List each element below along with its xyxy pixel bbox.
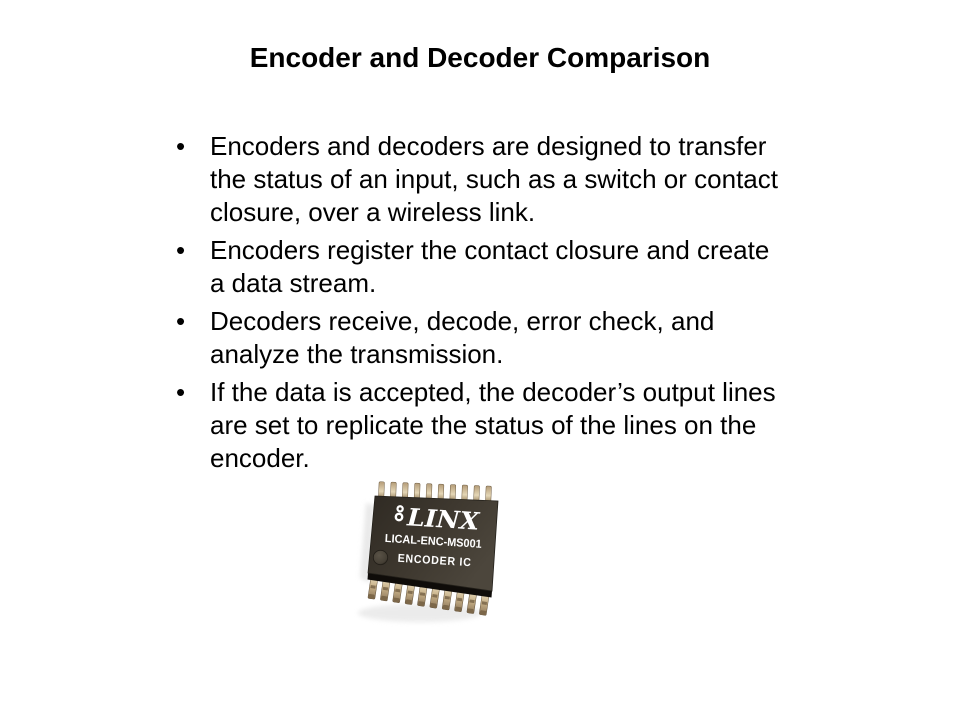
bullet-text bbox=[210, 234, 769, 300]
bullet-line: Encoders register the contact closure and create bbox=[210, 235, 770, 265]
bullet-line: the status of an input, such as a switch or contact bbox=[210, 164, 778, 194]
bullet-line: analyze the transmission. bbox=[210, 339, 504, 369]
encoder-ic-chip-illustration bbox=[350, 463, 520, 635]
slide-title: Encoder and Decoder Comparison bbox=[249, 42, 711, 73]
chip-part-number-label: LICAL-ENC-MS001 bbox=[384, 532, 488, 552]
bullet-dot: • bbox=[176, 377, 186, 407]
bullet-item bbox=[0, 234, 960, 300]
bullet-text bbox=[210, 376, 776, 475]
chip-shadow bbox=[358, 604, 482, 622]
bullet-line: are set to replicate the status of the lines on the bbox=[210, 410, 757, 440]
bullet-dot: • bbox=[176, 131, 186, 161]
chip-logo-text: LINX bbox=[406, 502, 477, 536]
chip-photo bbox=[350, 463, 520, 635]
chip-pin1-dimple bbox=[373, 550, 387, 564]
bullet-line: encoder. bbox=[210, 443, 310, 473]
chip-encoder-label: ENCODER IC bbox=[397, 552, 479, 570]
bullet-item bbox=[0, 305, 960, 371]
bullet-line: Decoders receive, decode, error check, and bbox=[210, 306, 715, 336]
bullet-text bbox=[210, 130, 778, 229]
bullet-line: If the data is accepted, the decoder’s output lines bbox=[210, 377, 776, 407]
bullet-text bbox=[210, 305, 714, 371]
bullet-dot: • bbox=[176, 235, 186, 265]
bullet-line: closure, over a wireless link. bbox=[210, 197, 536, 227]
bullet-list bbox=[0, 130, 960, 480]
bullet-line: Encoders and decoders are designed to transfer bbox=[210, 131, 767, 161]
bullet-dot: • bbox=[176, 306, 186, 336]
bullet-item bbox=[0, 130, 960, 229]
bullet-item bbox=[0, 376, 960, 475]
bullet-line: a data stream. bbox=[210, 268, 377, 298]
